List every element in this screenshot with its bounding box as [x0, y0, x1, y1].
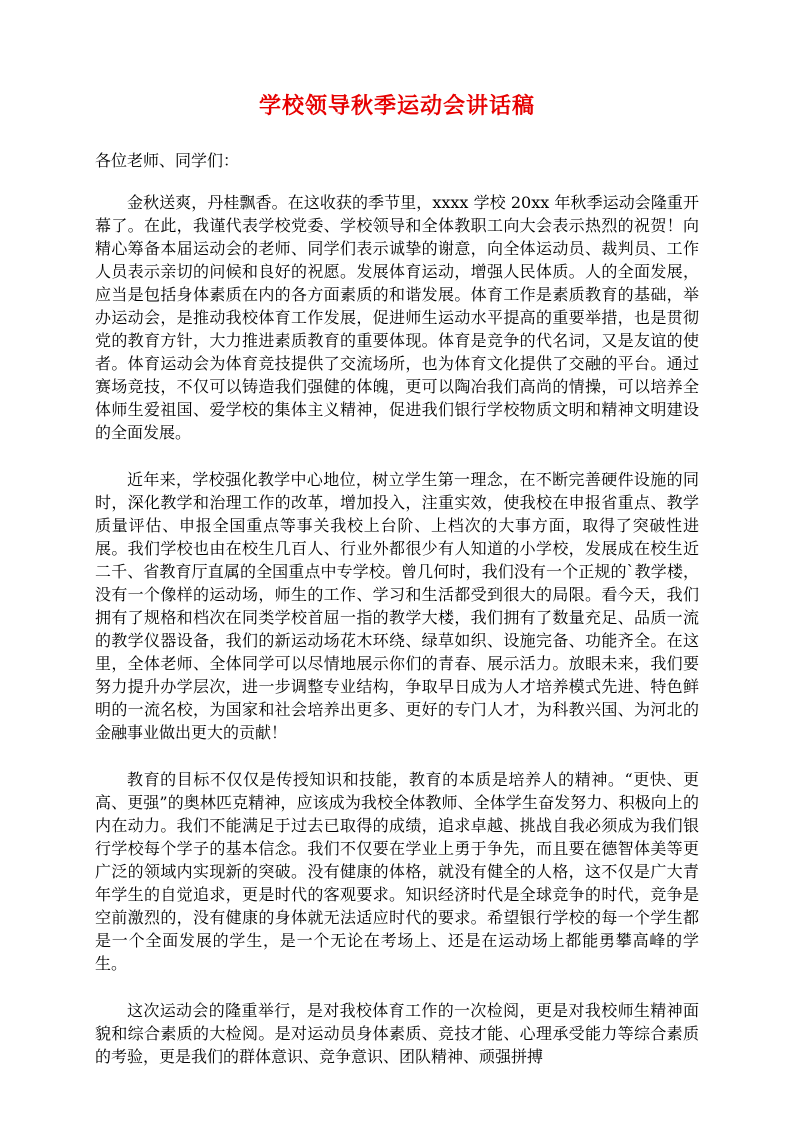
paragraph-opening: 金秋送爽，丹桂飘香。在这收获的季节里，xxxx 学校 20xx 年秋季运动会隆重开幕了。在此，我谨代表学校党委、学校领导和全体教职工向大会表示热烈的祝贺！向精心筹备本届运动会的老师、同学们表示诚挚的谢意，向全体运动员、裁判员、工作人员表示亲切的问候和良好的祝愿。发展体育运动，增强人民体质。人的全面发展，应当是包括身体素质在内的各方面素质的和谐发展。体育工作是素质教育的基础，举办运动会，是推动我校体育工作发展，促进师生运动水平提高的重要举措，也是贯彻党的教育方针，大力推进素质教育的重要体现。体育是竞争的代名词，又是友谊的使者。体育运动会为体育竞技提供了交流场所，也为体育文化提供了交融的平台。通过赛场竞技，不仅可以铸造我们强健的体魄，更可以陶冶我们高尚的情操，可以培养全体师生爱祖国、爱学校的集体主义精神，促进我们银行学校物质文明和精神文明建设的全面发展。 [95, 193, 699, 442]
page-title: 学校领导秋季运动会讲话稿 [258, 94, 535, 119]
paragraph-sports-meeting-significance: 这次运动会的隆重举行，是对我校体育工作的一次检阅，更是对我校师生精神面貌和综合素质的大检阅。是对运动员身体素质、竞技才能、心理承受能力等综合素质的考验，更是我们的群体意识、竞争意识、团队精神、顽强拼搏 [95, 1001, 699, 1066]
paragraph-school-achievements: 近年来，学校强化教学中心地位，树立学生第一理念，在不断完善硬件设施的同时，深化教学和治理工作的改革，增加投入，注重实效，使我校在申报省重点、教学质量评估、申报全国重点等事关我校上台阶、上档次的大事方面，取得了突破性进展。我们学校也由在校生几百人、行业外都很少有人知道的小学校，发展成在校生近二千、省教育厅直属的全国重点中专学校。曾几何时，我们没有一个正规的`教学楼，没有一个像样的运动场，师生的工作、学习和生活都受到很大的局限。看今天，我们拥有了规格和档次在同类学校首屈一指的教学大楼，我们拥有了数量充足、品质一流的教学仪器设备，我们的新运动场花木环绕、绿草如织、设施完备、功能齐全。在这里，全体老师、全体同学可以尽情地展示你们的青春、展示活力。放眼未来，我们要努力提升办学层次，进一步调整专业结构，争取早日成为人才培养模式先进、特色鲜明的一流名校，为国家和社会培养出更多、更好的专门人才，为科教兴国、为河北的金融事业做出更大的贡献！ [95, 470, 699, 742]
paragraph-education-spirit: 教育的目标不仅仅是传授知识和技能，教育的本质是培养人的精神。“更快、更高、更强”的奥林匹克精神，应该成为我校全体教师、全体学生奋发努力、积极向上的内在动力。我们不能满足于过去已取得的成绩，追求卓越、挑战自我必须成为我们银行学校每个学子的基本信念。我们不仅要在学业上勇于争先，而且要在德智体美等更广泛的领域内实现新的突破。没有健康的体格，就没有健全的人格，这不仅是广大青年学生的自觉追求，更是时代的客观要求。知识经济时代是全球竞争的时代，竞争是空前激烈的，没有健康的身体就无法适应时代的要求。希望银行学校的每一个学生都是一个全面发展的学生，是一个无论在考场上、还是在运动场上都能勇攀高峰的学生。 [95, 770, 699, 973]
salutation-line: 各位老师、同学们： [95, 151, 240, 170]
